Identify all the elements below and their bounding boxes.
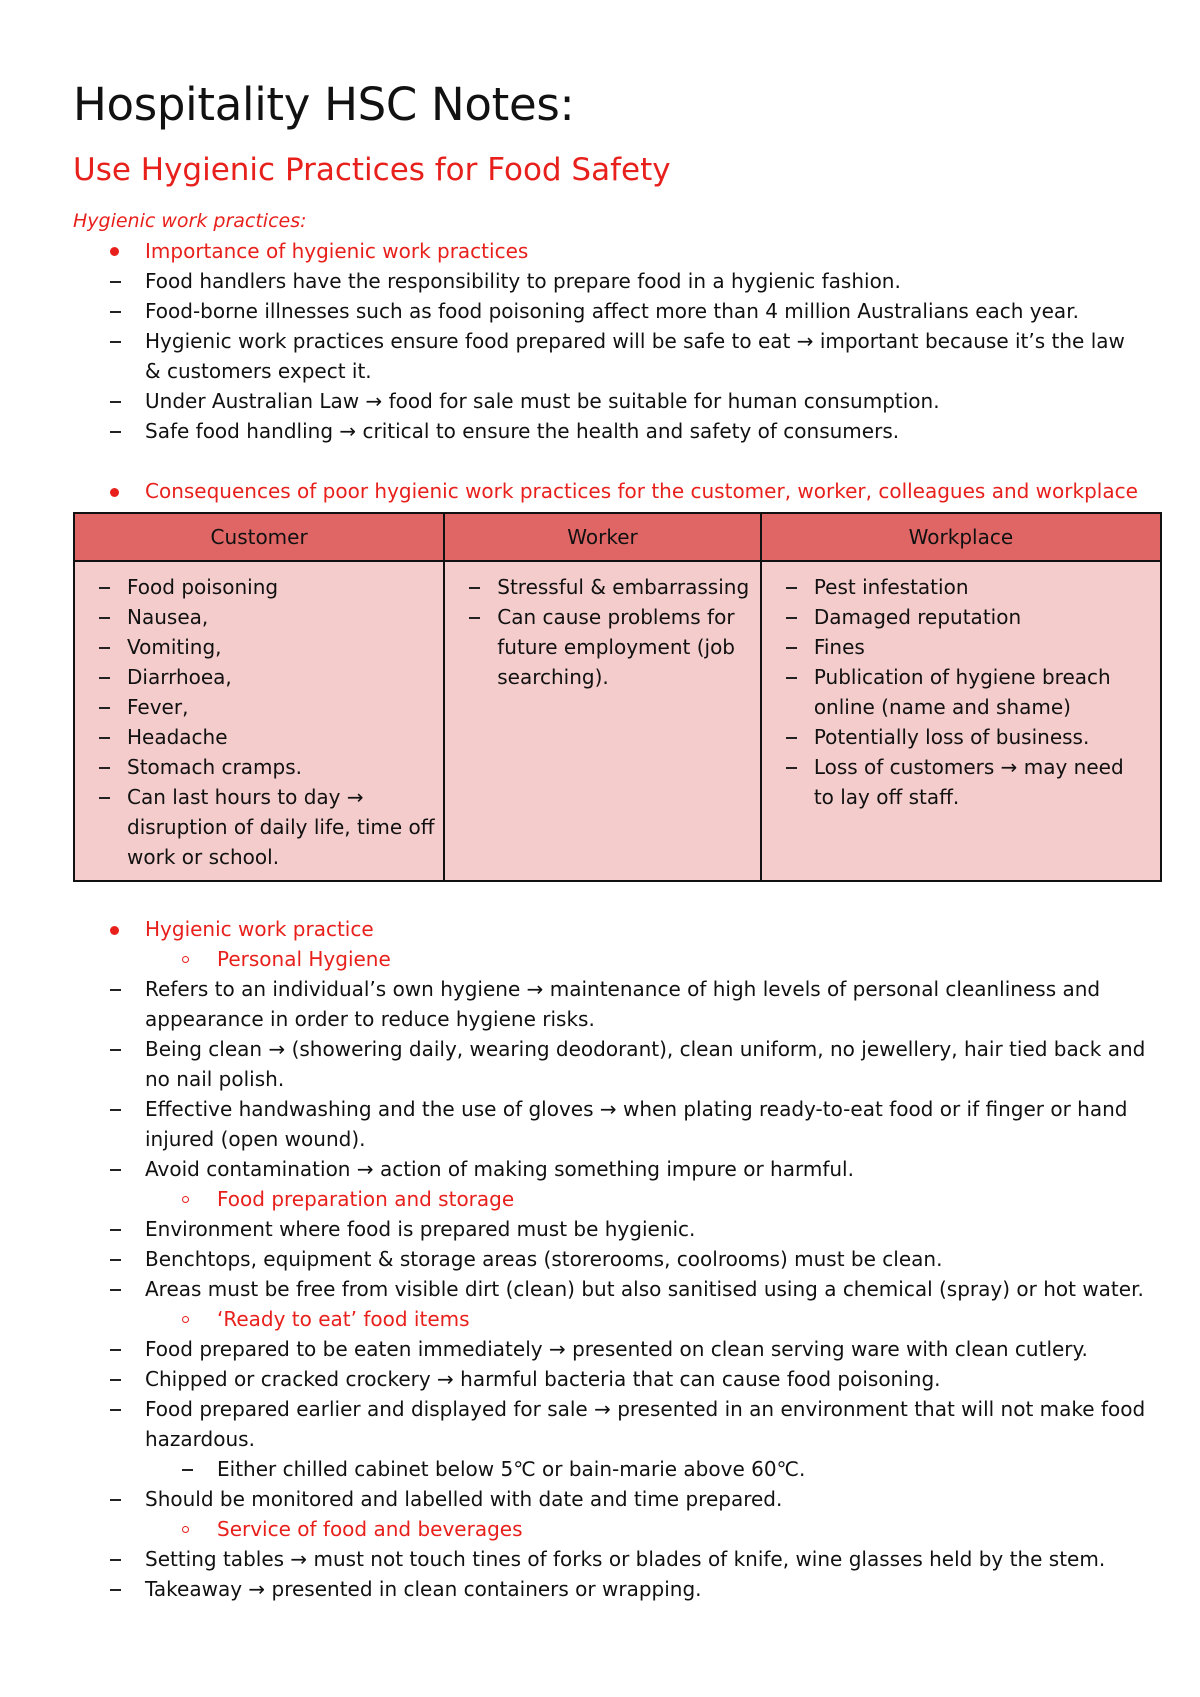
bullet-icon	[110, 488, 119, 497]
list-item: Hygienic work practices ensure food prepared will be safe to eat → important because it’s the law	[145, 329, 1125, 353]
circle-bullet-icon	[182, 1316, 189, 1323]
table-cell-item	[762, 722, 1160, 752]
table-cell-item	[762, 662, 1160, 722]
dash-icon	[99, 737, 110, 739]
worker-list	[445, 572, 760, 692]
list-item-continued: injured (open wound).	[145, 1127, 366, 1151]
dash-icon	[99, 797, 110, 799]
consequences-table	[73, 512, 1162, 882]
list-item: Food handlers have the responsibility to prepare food in a hygienic fashion.	[145, 269, 901, 293]
circle-bullet-icon	[182, 1526, 189, 1533]
list-item: Chipped or cracked crockery → harmful bacteria that can cause food poisoning.	[145, 1367, 941, 1391]
table-cell-text: Damaged reputation	[813, 605, 1022, 629]
list-item: Should be monitored and labelled with date and time prepared.	[145, 1487, 783, 1511]
dash-icon	[786, 677, 797, 679]
importance-heading: Importance of hygienic work practices	[145, 239, 529, 263]
table-cell-text: Potentially loss of business.	[813, 725, 1090, 749]
list-item-continued: no nail polish.	[145, 1067, 285, 1091]
table-cell-text: Headache	[127, 725, 228, 749]
circle-bullet-icon	[182, 1196, 189, 1203]
workplace-cell	[761, 561, 1161, 881]
customer-cell	[74, 561, 444, 881]
page-title: Hospitality HSC Notes:	[73, 78, 575, 131]
list-item: Being clean → (showering daily, wearing deodorant), clean uniform, no jewellery, hair tied back and	[145, 1037, 1146, 1061]
dash-icon	[99, 707, 110, 709]
table-cell-item	[75, 572, 443, 602]
table-cell-text: searching).	[497, 665, 609, 689]
consequences-heading: Consequences of poor hygienic work practices for the customer, worker, colleagues and workplace	[145, 479, 1138, 503]
bullet-icon	[110, 926, 119, 935]
dash-icon	[182, 1469, 193, 1471]
list-item: Refers to an individual’s own hygiene → maintenance of high levels of personal cleanliness and	[145, 977, 1101, 1001]
column-header-customer: Customer	[74, 513, 444, 561]
customer-list	[75, 572, 443, 872]
list-item-continued: hazardous.	[145, 1427, 255, 1451]
dash-icon	[110, 1049, 121, 1051]
list-item: Takeaway → presented in clean containers or wrapping.	[145, 1577, 702, 1601]
table-cell-text: Stomach cramps.	[127, 755, 302, 779]
list-item: Food-borne illnesses such as food poisoning affect more than 4 million Australians each year.	[145, 299, 1079, 323]
list-item-continued: & customers expect it.	[145, 359, 372, 383]
table-cell-text: work or school.	[127, 845, 280, 869]
table-cell-text: Food poisoning	[127, 575, 279, 599]
sub-list-item: Either chilled cabinet below 5℃ or bain-marie above 60℃.	[217, 1457, 806, 1481]
dash-icon	[110, 1289, 121, 1291]
dash-icon	[786, 587, 797, 589]
dash-icon	[469, 587, 480, 589]
table-row	[74, 561, 1161, 881]
dash-icon	[99, 767, 110, 769]
table-cell-item	[445, 602, 760, 692]
dash-icon	[110, 1379, 121, 1381]
table-cell-item	[75, 692, 443, 722]
dash-icon	[786, 767, 797, 769]
dash-icon	[110, 1589, 121, 1591]
column-header-worker: Worker	[444, 513, 761, 561]
dash-icon	[110, 1229, 121, 1231]
table-cell-text: to lay off staff.	[813, 785, 960, 809]
table-cell-text: online (name and shame)	[813, 695, 1071, 719]
table-cell-text: Pest infestation	[813, 575, 969, 599]
dash-icon	[786, 737, 797, 739]
dash-icon	[469, 617, 480, 619]
bullet-icon	[110, 247, 119, 256]
list-item: Avoid contamination → action of making something impure or harmful.	[145, 1157, 854, 1181]
dash-icon	[99, 587, 110, 589]
table-cell-item	[75, 752, 443, 782]
table-cell-text: future employment (job	[497, 635, 735, 659]
dash-icon	[110, 1349, 121, 1351]
dash-icon	[786, 647, 797, 649]
section-label: Hygienic work practices:	[73, 210, 307, 232]
table-cell-text: Can last hours to day →	[127, 785, 364, 809]
personal-hygiene-heading: Personal Hygiene	[217, 947, 391, 971]
dash-icon	[110, 401, 121, 403]
list-item: Setting tables → must not touch tines of forks or blades of knife, wine glasses held by the stem.	[145, 1547, 1106, 1571]
table-cell-item	[762, 632, 1160, 662]
ready-to-eat-heading: ‘Ready to eat’ food items	[217, 1307, 470, 1331]
page-subtitle: Use Hygienic Practices for Food Safety	[73, 152, 671, 188]
worker-cell	[444, 561, 761, 881]
dash-icon	[99, 647, 110, 649]
list-item: Benchtops, equipment & storage areas (storerooms, coolrooms) must be clean.	[145, 1247, 943, 1271]
workplace-list	[762, 572, 1160, 812]
dash-icon	[99, 617, 110, 619]
list-item: Safe food handling → critical to ensure the health and safety of consumers.	[145, 419, 900, 443]
table-cell-text: Fever,	[127, 695, 189, 719]
list-item: Food prepared to be eaten immediately → presented on clean serving ware with clean cutlery.	[145, 1337, 1088, 1361]
dash-icon	[110, 281, 121, 283]
dash-icon	[110, 989, 121, 991]
list-item: Effective handwashing and the use of gloves → when plating ready-to-eat food or if finger or hand	[145, 1097, 1128, 1121]
list-item: Under Australian Law → food for sale must be suitable for human consumption.	[145, 389, 940, 413]
circle-bullet-icon	[182, 956, 189, 963]
table-cell-text: Nausea,	[127, 605, 209, 629]
table-cell-item	[75, 632, 443, 662]
list-item: Areas must be free from visible dirt (clean) but also sanitised using a chemical (spray) or hot water.	[145, 1277, 1144, 1301]
dash-icon	[110, 431, 121, 433]
table-cell-item	[762, 752, 1160, 812]
table-cell-item	[75, 782, 443, 872]
column-header-workplace: Workplace	[761, 513, 1161, 561]
table-cell-item	[762, 572, 1160, 602]
dash-icon	[110, 311, 121, 313]
dash-icon	[110, 1259, 121, 1261]
food-preparation-heading: Food preparation and storage	[217, 1187, 515, 1211]
list-item-continued: appearance in order to reduce hygiene risks.	[145, 1007, 595, 1031]
practice-heading: Hygienic work practice	[145, 917, 374, 941]
table-cell-item	[75, 722, 443, 752]
table-cell-text: Can cause problems for	[497, 605, 735, 629]
dash-icon	[99, 677, 110, 679]
table-cell-text: Vomiting,	[127, 635, 222, 659]
table-cell-item	[75, 662, 443, 692]
dash-icon	[110, 341, 121, 343]
dash-icon	[110, 1499, 121, 1501]
table-cell-item	[445, 572, 760, 602]
dash-icon	[786, 617, 797, 619]
list-item: Food prepared earlier and displayed for sale → presented in an environment that will not make food	[145, 1397, 1146, 1421]
table-header-row	[74, 513, 1161, 561]
service-heading: Service of food and beverages	[217, 1517, 523, 1541]
table-cell-text: Publication of hygiene breach	[813, 665, 1111, 689]
table-cell-item	[75, 602, 443, 632]
dash-icon	[110, 1109, 121, 1111]
table-cell-text: Diarrhoea,	[127, 665, 232, 689]
dash-icon	[110, 1559, 121, 1561]
table-cell-text: disruption of daily life, time off	[127, 815, 435, 839]
list-item: Environment where food is prepared must be hygienic.	[145, 1217, 696, 1241]
dash-icon	[110, 1409, 121, 1411]
table-cell-text: Loss of customers → may need	[813, 755, 1124, 779]
table-cell-item	[762, 602, 1160, 632]
dash-icon	[110, 1169, 121, 1171]
table-cell-text: Stressful & embarrassing	[497, 575, 750, 599]
table-cell-text: Fines	[813, 635, 865, 659]
